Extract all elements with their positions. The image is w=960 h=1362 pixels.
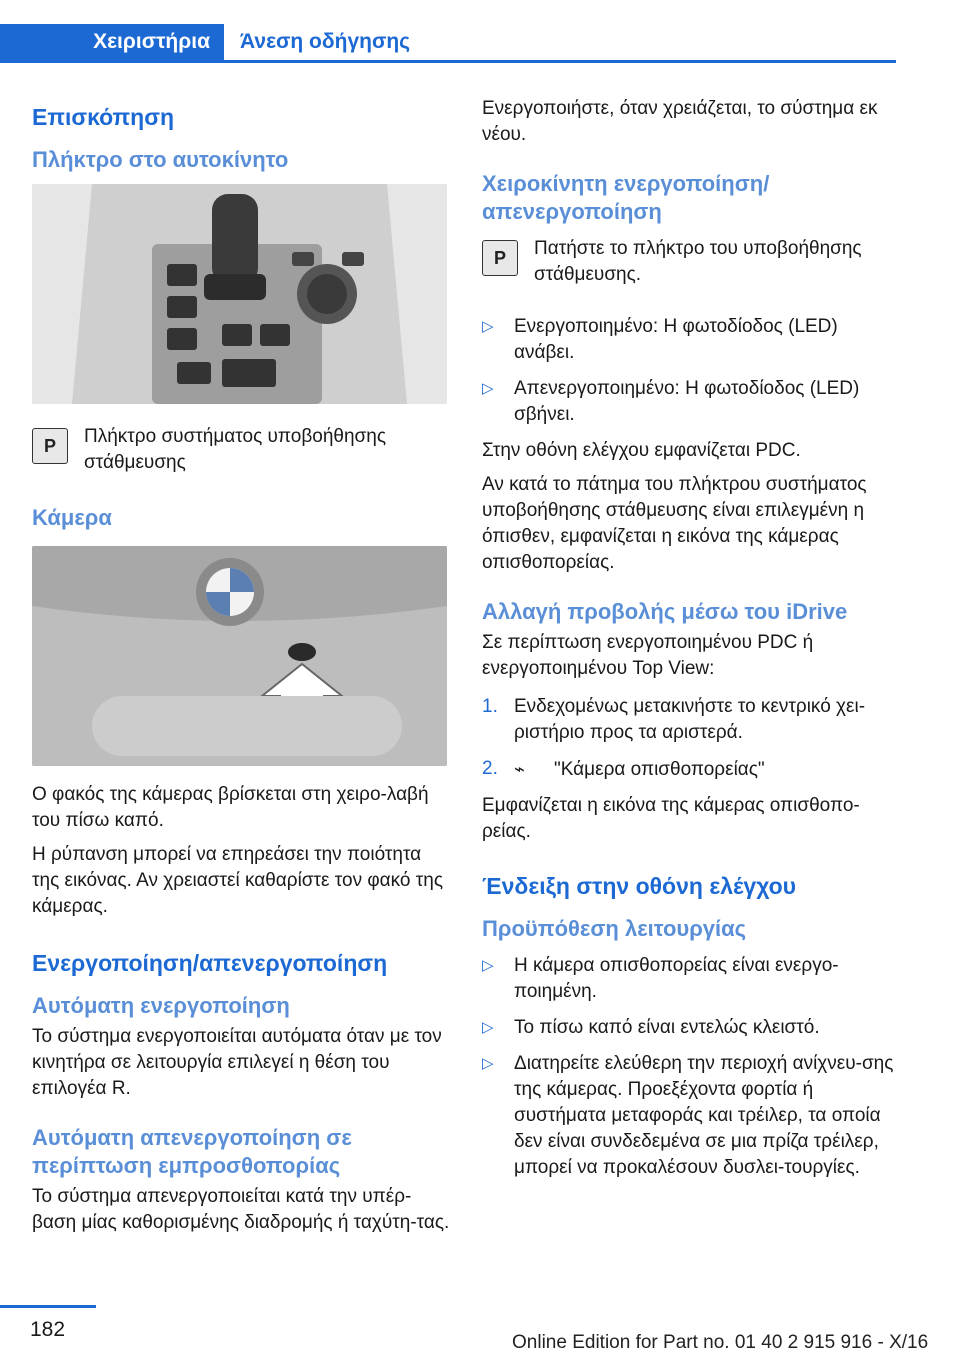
- camera-photo: [32, 546, 447, 766]
- pdc-button-caption: Πλήκτρο συστήματος υποβοήθησης στάθμευσης: [84, 426, 386, 473]
- page-number: 182: [30, 1318, 66, 1341]
- triangle-bullet-icon: ▷: [482, 957, 494, 974]
- pdc-display-text: Στην οθόνη ελέγχου εμφανίζεται PDC.: [482, 440, 801, 461]
- list-item: [482, 953, 894, 1005]
- list-item: [482, 376, 894, 428]
- left-column: [32, 96, 452, 1244]
- heading-display: Ένδειξη στην οθόνη ελέγχου: [482, 873, 797, 899]
- header-rule: [0, 60, 896, 63]
- header-tabs: [0, 0, 960, 64]
- step-item: [482, 694, 894, 746]
- precondition-list: [482, 953, 894, 1181]
- list-item-text: Η κάμερα οπισθοπορείας είναι ενεργο-ποιημένη.: [514, 955, 839, 1002]
- list-item-text: Το πίσω καπό είναι εντελώς κλειστό.: [514, 1017, 820, 1038]
- console-illustration: [32, 184, 447, 404]
- camera-illustration: [32, 546, 447, 766]
- reactivate-text: Ενεργοποιήστε, όταν χρειάζεται, το σύστημα εκ νέου.: [482, 98, 878, 145]
- heading-activation: Ενεργοποίηση/απενεργοποίηση: [32, 950, 388, 976]
- triangle-bullet-icon: ▷: [482, 318, 494, 335]
- list-item: [482, 1051, 894, 1181]
- triangle-bullet-icon: ▷: [482, 380, 494, 397]
- triangle-bullet-icon: ▷: [482, 1055, 494, 1072]
- rear-camera-icon: ⌁: [514, 759, 525, 779]
- triangle-bullet-icon: ▷: [482, 1019, 494, 1036]
- subheading-precondition: Προϋπόθεση λειτουργίας: [482, 916, 747, 941]
- pdc-button-legend: [32, 424, 452, 476]
- footer-rule: [0, 1305, 96, 1308]
- list-item: [482, 1015, 894, 1041]
- auto-off-text: Το σύστημα απενεργοποιείται κατά την υπέρ-βαση μίας καθορισμένης διαδρομής ή ταχύτη-τας.: [32, 1186, 450, 1233]
- camera-location-text: Ο φακός της κάμερας βρίσκεται στη χειρο-λαβή του πίσω καπό.: [32, 784, 429, 831]
- list-item-text: Διατηρείτε ελεύθερη την περιοχή ανίχνευ-σης της κάμερας. Προεξέχοντα φορτία ή συστήματα μεταφοράς και τρέιλερ, τα οποία δεν είναι συνδεδεμένα σε μια πρίζα τρέιλερ, μπορεί να προκαλέσουν δυσλει-τουργίες.: [514, 1053, 894, 1178]
- manual-button-instruction: [482, 236, 894, 288]
- subheading-button: Πλήκτρο στο αυτοκίνητο: [32, 147, 289, 172]
- subheading-idrive: Αλλαγή προβολής μέσω του iDrive: [482, 599, 848, 624]
- list-item: [482, 314, 894, 366]
- tab-driving-comfort[interactable]: Άνεση οδήγησης: [240, 30, 411, 53]
- tab-controls[interactable]: Χειριστήρια: [0, 24, 224, 60]
- step-item: [482, 756, 894, 783]
- step-number: 2.: [482, 758, 498, 779]
- parking-assist-icon: P: [32, 428, 68, 464]
- subheading-manual: Χειροκίνητη ενεργοποίηση/απενεργοποίηση: [482, 171, 770, 224]
- camera-result-text: Εμφανίζεται η εικόνα της κάμερας οπισθοπο-ρείας.: [482, 795, 860, 842]
- idrive-steps: [482, 694, 894, 783]
- right-column: [482, 96, 894, 1191]
- camera-cleaning-text: Η ρύπανση μπορεί να επηρεάσει την ποιότητα της εικόνας. Αν χρειαστεί καθαρίστε τον φακό της κάμερας.: [32, 844, 443, 917]
- auto-on-text: Το σύστημα ενεργοποιείται αυτόματα όταν με τον κινητήρα σε λειτουργία επιλεγεί η θέση του επιλογέα R.: [32, 1026, 442, 1099]
- list-item-text: Ενεργοποιημένο: Η φωτοδίοδος (LED) ανάβει.: [514, 316, 838, 363]
- step-text: Ενδεχομένως μετακινήστε το κεντρικό χει-ριστήριο προς τα αριστερά.: [514, 696, 866, 743]
- list-item-text: Απενεργοποιημένο: Η φωτοδίοδος (LED) σβήνει.: [514, 378, 860, 425]
- heading-overview: Επισκόπηση: [32, 104, 174, 130]
- subheading-auto-on: Αυτόματη ενεργοποίηση: [32, 993, 290, 1018]
- subheading-auto-off: Αυτόματη απενεργοποίηση σε περίπτωση εμπροσθοπορίας: [32, 1125, 352, 1178]
- console-photo: [32, 184, 447, 404]
- idrive-condition-text: Σε περίπτωση ενεργοποιημένου PDC ή ενεργοποιημένου Top View:: [482, 632, 814, 679]
- parking-assist-icon: P: [482, 240, 518, 276]
- subheading-camera: Κάμερα: [32, 505, 112, 530]
- press-button-text: Πατήστε το πλήκτρο του υποβοήθησης στάθμευσης.: [534, 238, 862, 285]
- step-number: 1.: [482, 696, 498, 717]
- edition-text: Online Edition for Part no. 01 40 2 915 916 - X/16: [512, 1332, 929, 1353]
- led-status-list: [482, 314, 894, 428]
- reverse-gear-text: Αν κατά το πάτημα του πλήκτρου συστήματος υποβοήθησης στάθμευσης είναι επιλεγμένη η όπισθεν, εμφανίζεται η εικόνα της κάμερας οπισθοπορείας.: [482, 474, 867, 573]
- step-text: "Κάμερα οπισθοπορείας": [554, 759, 765, 780]
